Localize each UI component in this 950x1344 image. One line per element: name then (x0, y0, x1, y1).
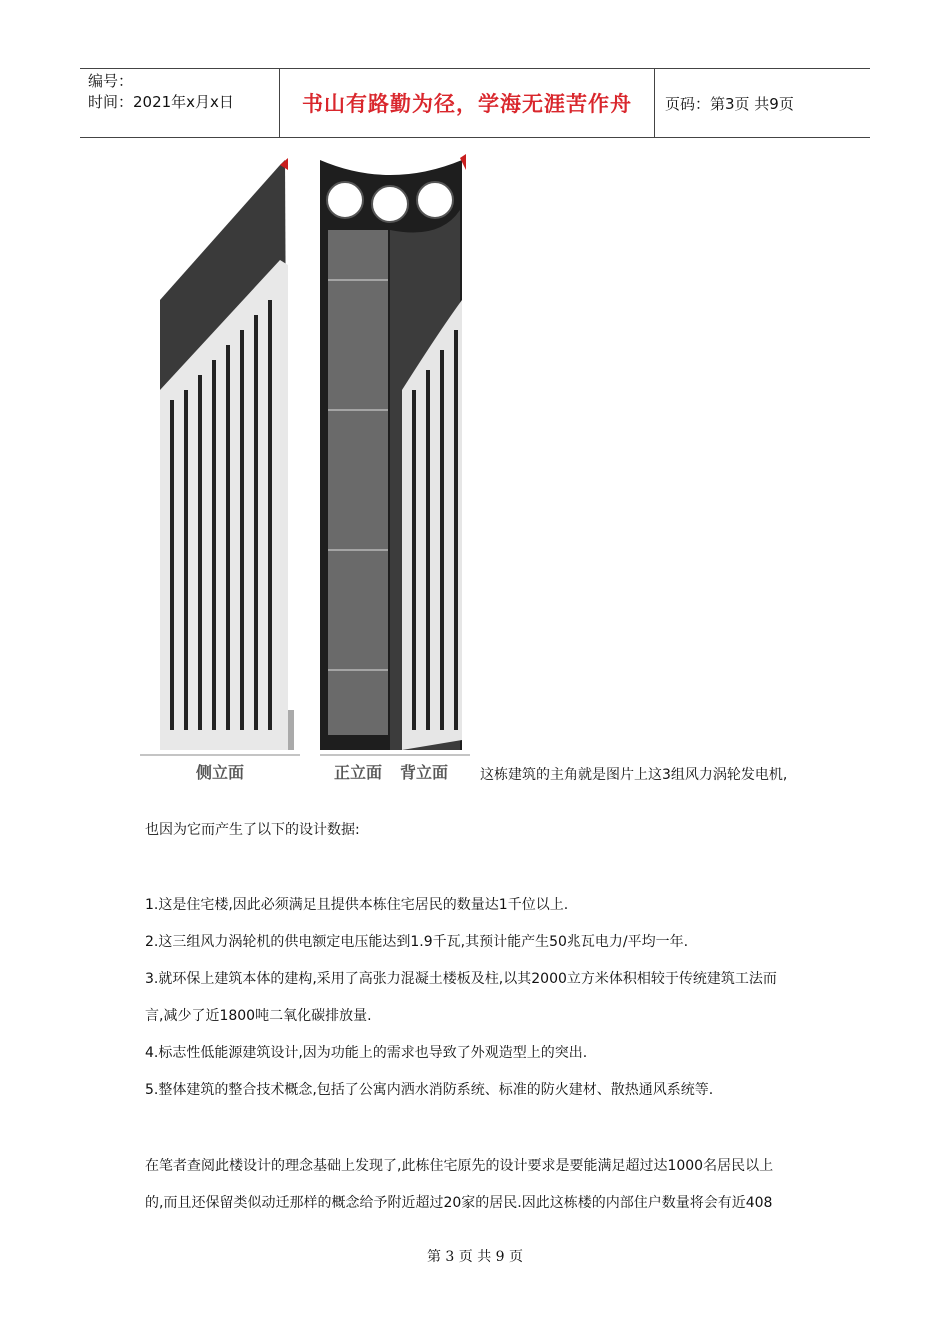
list-item: 4.标志性低能源建筑设计,因为功能上的需求也导致了外观造型上的突出. (145, 1045, 588, 1061)
list-item: 2.这三组风力涡轮机的供电额定电压能达到1.9千瓦,其预计能产生50兆瓦电力/平均一年. (145, 934, 689, 950)
list-item: 1.这是住宅楼,因此必须满足且提供本栋住宅居民的数量达1千位以上. (145, 897, 569, 913)
list-item: 3.就环保上建筑本体的建构,采用了高张力混凝土楼板及柱,以其2000立方米体积相较于传统建筑工法而 (145, 971, 777, 987)
header-motto: 书山有路勤为径，学海无涯苦作舟 (280, 69, 655, 137)
intro-line-2: 也因为它而产生了以下的设计数据: (145, 822, 360, 838)
building-elevation-figure (140, 150, 480, 790)
page-footer: 第 3 页 共 9 页 (426, 1249, 524, 1265)
list-item: 5.整体建筑的整合技术概念,包括了公寓内洒水消防系统、标准的防火建材、散热通风系统等. (145, 1082, 714, 1098)
side-elevation (160, 158, 294, 750)
paragraph-line: 的,而且还保留类似动迁那样的概念给予附近超过20家的居民.因此这栋楼的内部住户数量将会有近408 (145, 1195, 773, 1211)
header-page-label: 页码：第3页 共9页 (665, 94, 794, 113)
header-meta (80, 69, 280, 137)
intro-line-1: 这栋建筑的主角就是图片上这3组风力涡轮发电机, (480, 767, 788, 783)
caption-back: 背立面 (400, 763, 449, 782)
number-label: 编号： (88, 72, 134, 90)
list-item-continuation: 言,减少了近1800吨二氧化碳排放量. (145, 1008, 372, 1024)
caption-side: 侧立面 (196, 763, 245, 782)
paragraph-line: 在笔者查阅此楼设计的理念基础上发现了,此栋住宅原先的设计要求是要能满足超过达1000名居民以上 (145, 1158, 774, 1174)
time-label: 时间：2021年x月x日 (88, 93, 234, 111)
caption-front: 正立面 (334, 763, 383, 782)
page-header (80, 68, 870, 138)
